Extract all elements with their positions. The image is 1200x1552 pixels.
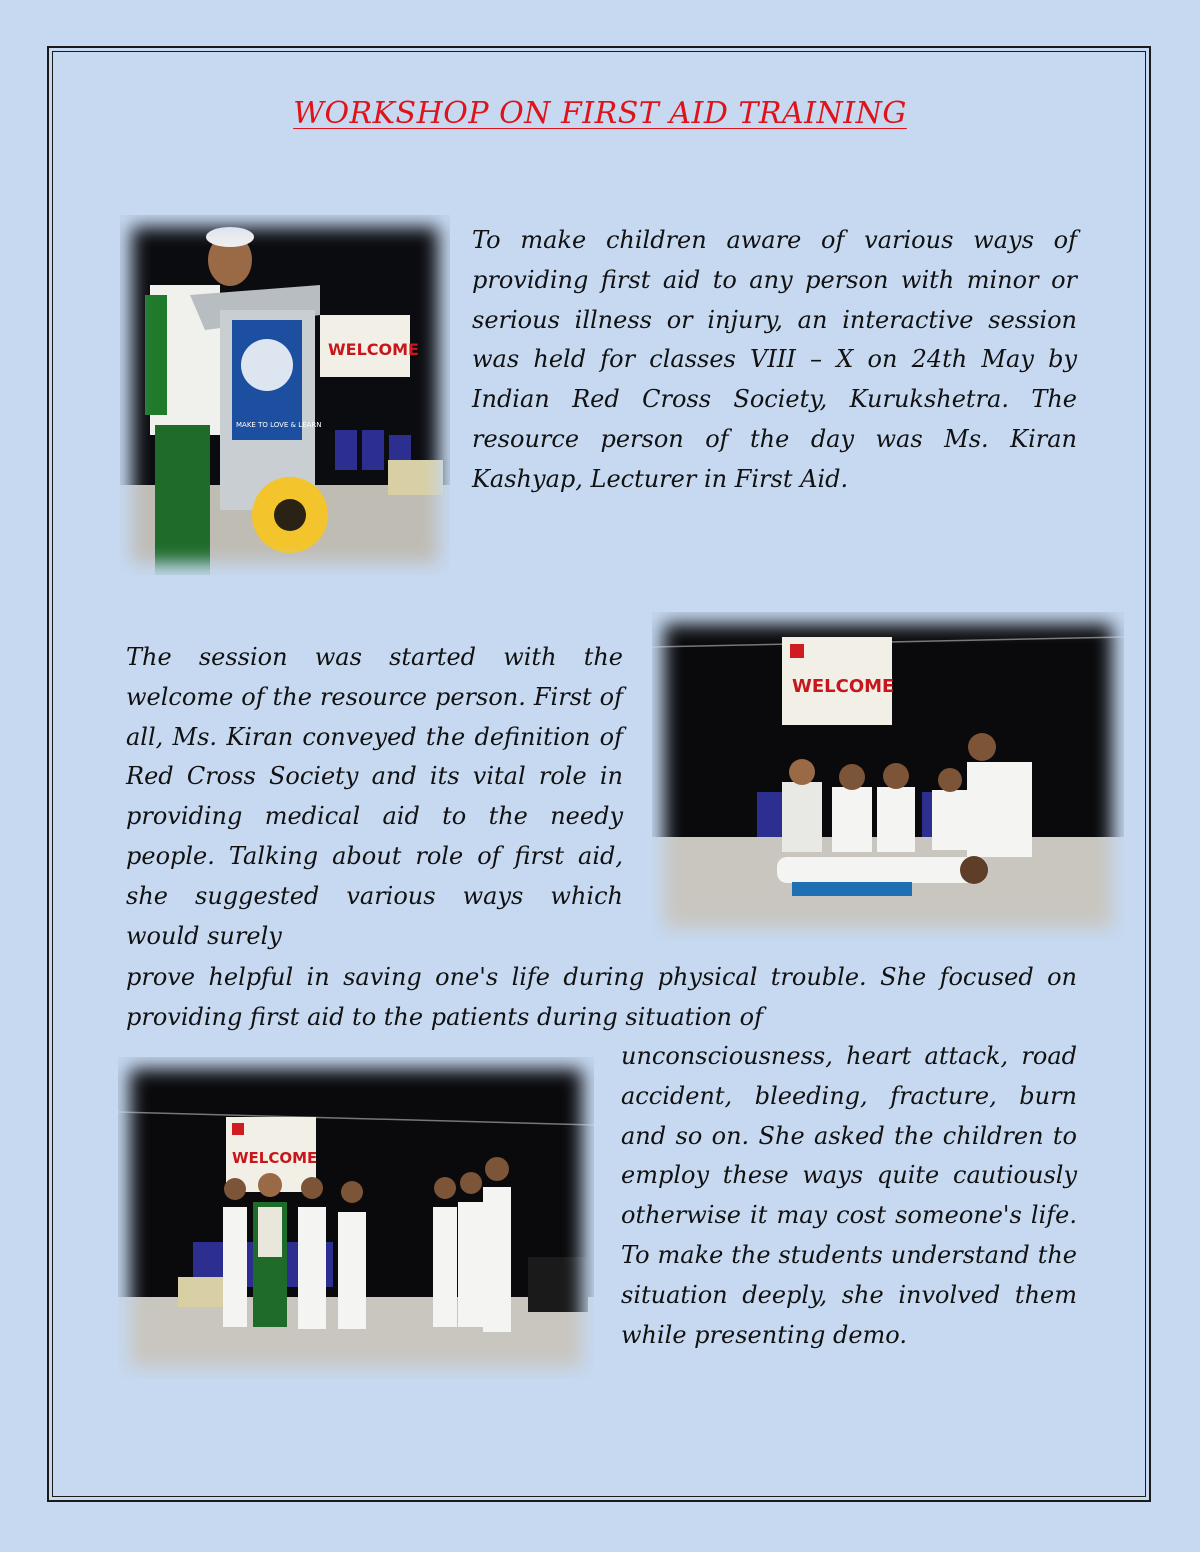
paragraph-session-part2: prove helpful in saving one's life during physical trouble. She focused on providing first aid to the patients during situation of (126, 963, 1077, 1031)
podium-logo-text: MAKE TO LOVE & LEARN (236, 421, 322, 429)
paragraph-session-part1: The session was started with the welcome of the resource person. First of all, Ms. Kiran conveyed the definition of Red Cross Society and its vital role in providing medical aid to the needy people. Talking about role of first aid, she suggested various ways which would surely (126, 643, 623, 950)
paragraph-intro: To make children aware of various ways of providing first aid to any person with minor or serious illness or injury, an interactive session was held for classes VIII – X on 24th May by Indian Red Cross Society, Kurukshetra. The resource person of the day was Ms. Kiran Kashyap, Lecturer in First Aid. (472, 226, 1077, 493)
photo-first-aid-demo-group (118, 1057, 594, 1379)
demo-group-banner-text: WELCOME (232, 1149, 318, 1167)
demo-floor-banner-text: WELCOME (792, 676, 895, 697)
podium-banner-text: WELCOME (328, 340, 419, 359)
paragraph-session-part3: unconsciousness, heart attack, road accident, bleeding, fracture, burn and so on. She asked the children to employ these ways quite cautiously otherwise it may cost someone's life. To make the students understand the situation deeply, she involved them while presenting demo. (621, 1042, 1077, 1349)
photo-first-aid-demo-floor (652, 612, 1124, 940)
page-title: WORKSHOP ON FIRST AID TRAINING (293, 96, 907, 131)
photo-speaker-podium (120, 215, 450, 575)
